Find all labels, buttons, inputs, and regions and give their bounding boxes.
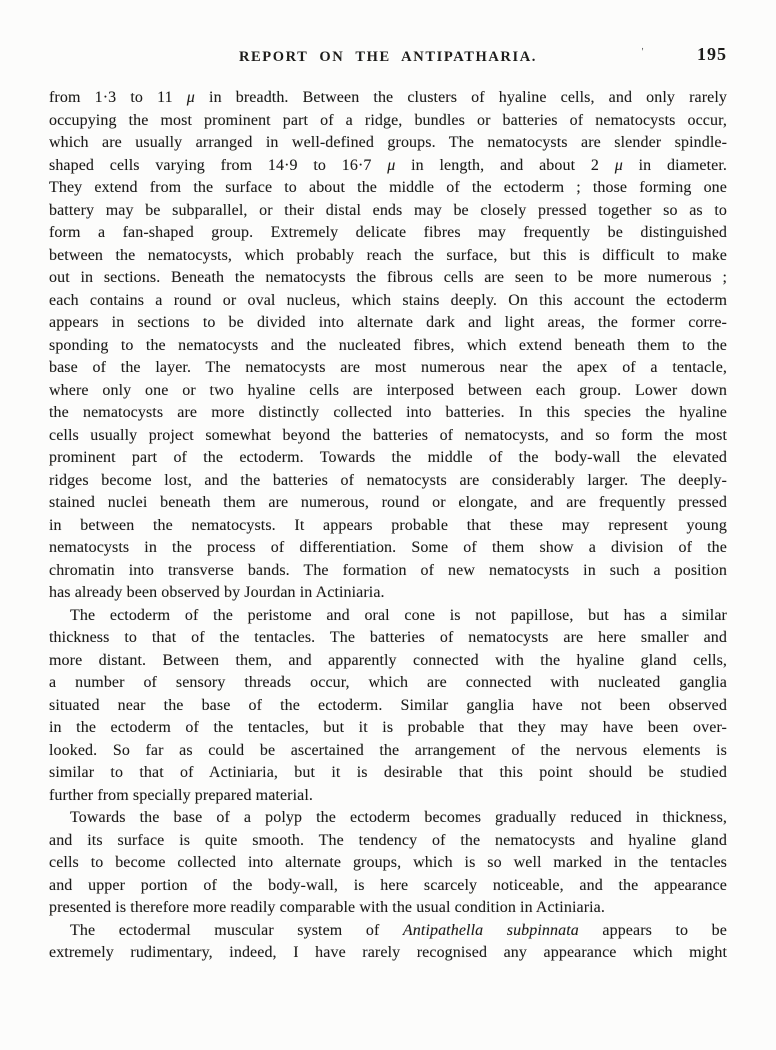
- page-number: 195: [697, 44, 727, 64]
- text-segment: and upper portion of the body-wall, is here scarcely noticeable, and the appearance: [49, 876, 727, 894]
- text-segment: shaped cells varying from 14·9 to 16·7: [49, 156, 388, 174]
- text-line: [49, 335, 727, 358]
- text-segment: prominent part of the ectoderm. Towards the middle of the body-wall the elevated: [49, 449, 727, 466]
- text-line: [49, 177, 727, 200]
- italic-text: μ: [387, 156, 396, 174]
- text-segment: appears to be: [578, 921, 727, 939]
- text-line: [49, 672, 727, 695]
- text-line: [49, 537, 727, 560]
- text-segment: from 1·3 to 11: [49, 89, 187, 106]
- text-segment: in breadth. Between the clusters of hyaline cells, and only rarely: [194, 89, 727, 106]
- text-segment: extremely rudimentary, indeed, I have rarely recognised any appearance which might: [49, 944, 727, 961]
- text-line: [49, 492, 727, 515]
- text-segment: form a fan-shaped group. Extremely delicate fibres may frequently be distinguished: [49, 224, 727, 241]
- text-line: [49, 650, 727, 673]
- paragraph: [49, 920, 727, 965]
- text-segment: the nematocysts are more distinctly collected into batteries. In this species the hyaline: [49, 404, 727, 421]
- text-line: [49, 290, 727, 313]
- text-line: [49, 110, 727, 133]
- text-segment: in diameter.: [622, 156, 727, 174]
- text-line: [49, 357, 727, 380]
- text-line: [49, 155, 727, 178]
- text-line: [49, 515, 727, 538]
- text-segment: presented is therefore more readily comparable with the usual condition in Actiniaria.: [49, 899, 605, 916]
- text-segment: nematocysts in the process of differentiation. Some of them show a division of the: [49, 539, 727, 556]
- italic-text: μ: [186, 89, 195, 106]
- italic-text: μ: [614, 156, 623, 174]
- paragraph: [49, 807, 727, 920]
- text-line: [49, 830, 727, 853]
- text-segment: more distant. Between them, and apparently connected with the hyaline gland cells,: [49, 651, 727, 669]
- text-line: [49, 447, 727, 470]
- text-segment: cells usually project somewhat beyond the batteries of nematocysts, and so form the most: [49, 426, 727, 444]
- text-segment: a number of sensory threads occur, which are connected with nucleated ganglia: [49, 674, 727, 691]
- text-line: [49, 785, 727, 808]
- page-body-text: [49, 87, 727, 965]
- text-segment: The ectodermal muscular system of: [70, 921, 403, 939]
- text-line: [49, 582, 727, 605]
- text-line: [49, 717, 727, 740]
- text-line: [49, 852, 727, 875]
- text-line: [49, 605, 727, 628]
- text-line: [49, 627, 727, 650]
- text-line: [49, 807, 727, 830]
- text-line: [49, 245, 727, 268]
- text-line: [49, 942, 727, 965]
- text-segment: situated near the base of the ectoderm. Similar ganglia have not been observed: [49, 696, 727, 714]
- text-segment: The ectoderm of the peristome and oral cone is not papillose, but has a similar: [70, 606, 727, 624]
- text-line: [49, 402, 727, 425]
- text-segment: in length, and about 2: [395, 156, 615, 174]
- text-segment: has already been observed by Jourdan in Actiniaria.: [49, 584, 385, 601]
- text-line: [49, 897, 727, 920]
- text-segment: thickness to that of the tentacles. The batteries of nematocysts are here smaller and: [49, 629, 727, 646]
- text-segment: base of the layer. The nematocysts are most numerous near the apex of a tentacle,: [49, 359, 727, 376]
- text-segment: which are usually arranged in well-defined groups. The nematocysts are slender spindle-: [49, 134, 727, 151]
- text-line: [49, 425, 727, 448]
- text-line: [49, 470, 727, 493]
- text-segment: similar to that of Actiniaria, but it is desirable that this point should be studied: [49, 764, 727, 781]
- text-line: [49, 312, 727, 335]
- text-segment: Towards the base of a polyp the ectoderm becomes gradually reduced in thickness,: [70, 809, 727, 826]
- text-line: [49, 380, 727, 403]
- text-segment: stained nuclei beneath them are numerous, round or elongate, and are frequently pressed: [49, 494, 727, 511]
- scan-artifact-mark: ': [640, 45, 644, 59]
- text-line: [49, 87, 727, 110]
- text-line: [49, 132, 727, 155]
- text-segment: further from specially prepared material.: [49, 786, 313, 804]
- text-segment: and its surface is quite smooth. The tendency of the nematocysts and hyaline gland: [49, 831, 727, 849]
- running-header-title: REPORT ON THE ANTIPATHARIA.: [238, 49, 538, 65]
- paragraph: [49, 605, 727, 808]
- text-line: [49, 267, 727, 290]
- paragraph: [49, 87, 727, 605]
- text-segment: out in sections. Beneath the nematocysts the fibrous cells are seen to be more numerous ;: [49, 269, 727, 286]
- text-segment: sponding to the nematocysts and the nucleated fibres, which extend beneath them to the: [49, 336, 727, 354]
- page-header: [49, 46, 727, 70]
- text-line: [49, 200, 727, 223]
- text-segment: They extend from the surface to about the middle of the ectoderm ; those forming one: [49, 179, 727, 196]
- text-segment: chromatin into transverse bands. The formation of new nematocysts in such a position: [49, 561, 727, 579]
- text-line: [49, 740, 727, 763]
- text-line: [49, 560, 727, 583]
- text-segment: between the nematocysts, which probably reach the surface, but this is difficult to make: [49, 246, 727, 264]
- text-segment: battery may be subparallel, or their distal ends may be closely pressed together so as to: [49, 201, 727, 219]
- text-segment: ridges become lost, and the batteries of nematocysts are considerably larger. The deeply-: [49, 471, 727, 489]
- text-line: [49, 875, 727, 898]
- text-line: [49, 222, 727, 245]
- text-segment: in between the nematocysts. It appears probable that these may represent young: [49, 516, 727, 534]
- text-line: [49, 695, 727, 718]
- text-segment: in the ectoderm of the tentacles, but it is probable that they may have been over-: [49, 719, 727, 736]
- text-segment: occupying the most prominent part of a ridge, bundles or batteries of nematocysts occur,: [49, 111, 727, 129]
- text-segment: looked. So far as could be ascertained the arrangement of the nervous elements is: [49, 741, 727, 759]
- text-line: [49, 762, 727, 785]
- text-segment: where only one or two hyaline cells are interposed between each group. Lower down: [49, 381, 727, 399]
- italic-text: Antipathella subpinnata: [402, 921, 579, 939]
- text-segment: appears in sections to be divided into alternate dark and light areas, the former corre-: [49, 314, 727, 331]
- text-segment: cells to become collected into alternate groups, which is so well marked in the tentacles: [49, 854, 727, 871]
- text-line: [49, 920, 727, 943]
- text-segment: each contains a round or oval nucleus, which stains deeply. On this account the ectoderm: [49, 291, 727, 309]
